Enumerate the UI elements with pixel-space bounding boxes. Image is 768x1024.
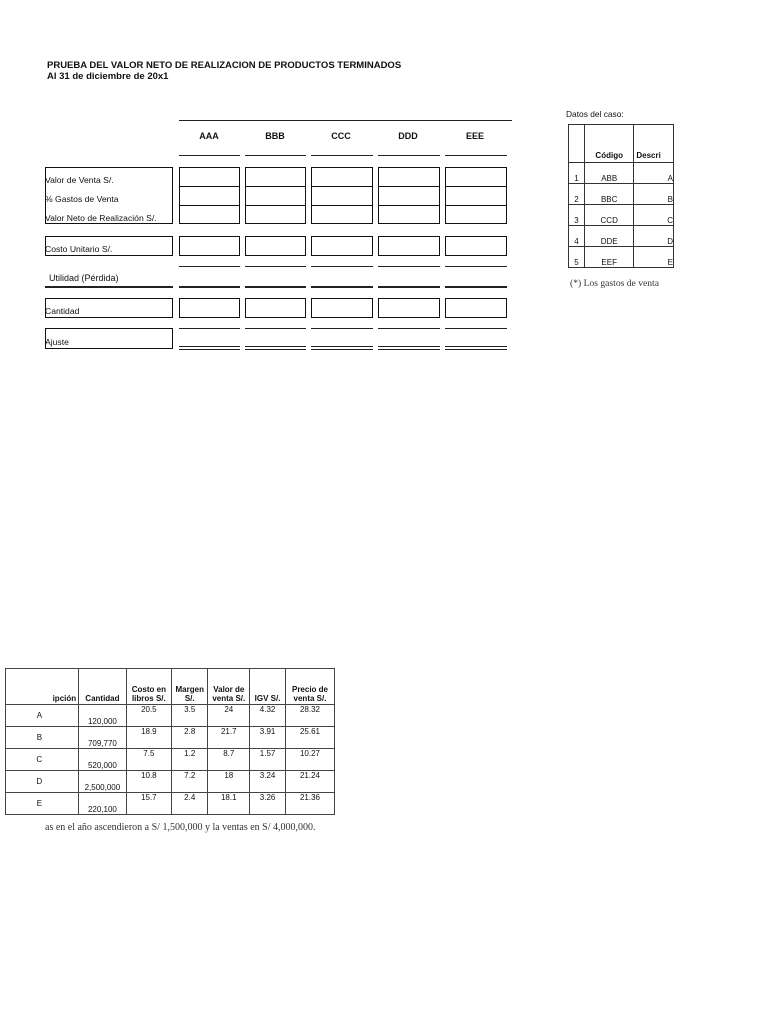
row-descripcion: A — [634, 163, 674, 184]
utilidad-label-rule — [45, 286, 173, 288]
cell-gastos-bbb — [245, 186, 306, 206]
column-underline — [311, 155, 373, 156]
column-underline — [445, 155, 507, 156]
cell-costo-aaa — [179, 236, 240, 256]
row-number: 4 — [569, 226, 585, 247]
cell-valor-neto-bbb — [245, 205, 306, 224]
cell-cantidad-ccc — [311, 298, 373, 318]
header-top-rule — [179, 120, 512, 121]
header-margen: Margen S/. — [172, 669, 208, 705]
row-descripcion: E — [634, 247, 674, 268]
case-data-title: Datos del caso: — [566, 109, 624, 119]
cell-costo: 15.7 — [126, 793, 171, 815]
row-codigo: ABB — [585, 163, 634, 184]
table-row — [569, 163, 674, 184]
header-descripcion: Descri — [634, 125, 674, 163]
row-descripcion: D — [634, 226, 674, 247]
cell-desc: E — [6, 793, 79, 815]
utilidad-top-rule — [311, 266, 373, 267]
cell-precio: 25.61 — [285, 727, 334, 749]
row-label-valor-neto: Valor Neto de Realización S/. — [45, 213, 157, 223]
cell-valor-neto-aaa — [179, 205, 240, 224]
cell-valor: 24 — [208, 705, 250, 727]
ajuste-top-rule — [445, 328, 507, 329]
cell-valor: 8.7 — [208, 749, 250, 771]
column-header-aaa: AAA — [199, 131, 219, 141]
cell-precio: 10.27 — [285, 749, 334, 771]
cell-costo-eee — [445, 236, 507, 256]
cell-cantidad-eee — [445, 298, 507, 318]
case-data-note: (*) Los gastos de venta — [570, 278, 659, 289]
cell-valor-venta-aaa — [179, 167, 240, 187]
page-subtitle: Al 31 de diciembre de 20x1 — [47, 71, 169, 82]
ajuste-top-rule — [179, 328, 240, 329]
row-codigo: DDE — [585, 226, 634, 247]
cell-valor-venta-bbb — [245, 167, 306, 187]
row-label-cantidad: Cantidad — [45, 306, 80, 316]
case-data-continued-note: as en el año ascendieron a S/ 1,500,000 y la ventas en S/ 4,000,000. — [45, 822, 316, 833]
table-header-row — [569, 125, 674, 163]
header-costo-libros: Costo en libros S/. — [126, 669, 171, 705]
row-number: 3 — [569, 205, 585, 226]
column-header-ddd: DDD — [398, 131, 418, 141]
cell-igv: 3.24 — [250, 771, 286, 793]
ajuste-double-rule — [245, 346, 306, 350]
cell-costo: 10.8 — [126, 771, 171, 793]
cell-igv: 1.57 — [250, 749, 286, 771]
row-label-utilidad: Utilidad (Pérdida) — [49, 273, 119, 283]
table-header-row — [6, 669, 335, 705]
cell-costo-ddd — [378, 236, 440, 256]
cell-igv: 3.26 — [250, 793, 286, 815]
ajuste-double-rule — [179, 346, 240, 350]
table-row — [6, 727, 335, 749]
cell-cantidad-bbb — [245, 298, 306, 318]
column-underline — [245, 155, 306, 156]
case-data-continued-clip — [36, 660, 375, 820]
case-data-continued-table — [5, 668, 335, 815]
cell-desc: C — [6, 749, 79, 771]
cell-costo-bbb — [245, 236, 306, 256]
row-descripcion: B — [634, 184, 674, 205]
column-header-eee: EEE — [465, 131, 484, 141]
cell-gastos-ccc — [311, 186, 373, 206]
table-row — [6, 771, 335, 793]
cell-cantidad-aaa — [179, 298, 240, 318]
cell-cantidad: 520,000 — [79, 749, 127, 771]
cell-desc: D — [6, 771, 79, 793]
row-codigo: BBC — [585, 184, 634, 205]
cell-igv: 4.32 — [250, 705, 286, 727]
utilidad-top-rule — [445, 266, 507, 267]
row-label-gastos-venta: % Gastos de Venta — [45, 194, 119, 204]
table-row — [569, 184, 674, 205]
case-data-table-clip — [560, 100, 674, 300]
cell-cantidad: 120,000 — [79, 705, 127, 727]
column-header-ccc: CCC — [331, 131, 351, 141]
cell-valor: 18 — [208, 771, 250, 793]
cell-cantidad: 2,500,000 — [79, 771, 127, 793]
row-label-valor-venta: Valor de Venta S/. — [45, 175, 114, 185]
cell-cantidad: 709,770 — [79, 727, 127, 749]
utilidad-bottom-rule — [245, 286, 306, 288]
header-igv: IGV S/. — [250, 669, 286, 705]
cell-precio: 21.24 — [285, 771, 334, 793]
cell-gastos-aaa — [179, 186, 240, 206]
cell-precio: 21.36 — [285, 793, 334, 815]
column-header-bbb: BBB — [265, 131, 285, 141]
cell-cantidad-ddd — [378, 298, 440, 318]
cell-valor-neto-ccc — [311, 205, 373, 224]
cell-valor-venta-ccc — [311, 167, 373, 187]
cell-valor: 21.7 — [208, 727, 250, 749]
cell-valor-venta-eee — [445, 167, 507, 187]
utilidad-top-rule — [179, 266, 240, 267]
ajuste-top-rule — [378, 328, 440, 329]
page-title: PRUEBA DEL VALOR NETO DE REALIZACION DE PRODUCTOS TERMINADOS — [47, 60, 402, 71]
column-underline — [179, 155, 240, 156]
cell-desc: B — [6, 727, 79, 749]
table-row — [6, 793, 335, 815]
cell-margen: 3.5 — [172, 705, 208, 727]
header-valor-venta: Valor de venta S/. — [208, 669, 250, 705]
table-row — [569, 247, 674, 268]
ajuste-top-rule — [311, 328, 373, 329]
table-row — [569, 226, 674, 247]
table-row — [6, 749, 335, 771]
row-label-costo-unitario: Costo Unitario S/. — [45, 244, 113, 254]
cell-gastos-ddd — [378, 186, 440, 206]
cell-igv: 3.91 — [250, 727, 286, 749]
table-row — [6, 705, 335, 727]
cell-cantidad: 220,100 — [79, 793, 127, 815]
cell-margen: 7.2 — [172, 771, 208, 793]
header-descripcion: ipción — [6, 669, 79, 705]
cell-costo: 18.9 — [126, 727, 171, 749]
cell-gastos-eee — [445, 186, 507, 206]
cell-precio: 28.32 — [285, 705, 334, 727]
ajuste-double-rule — [311, 346, 373, 350]
cell-desc: A — [6, 705, 79, 727]
column-underline — [378, 155, 440, 156]
utilidad-bottom-rule — [378, 286, 440, 288]
utilidad-bottom-rule — [311, 286, 373, 288]
utilidad-top-rule — [378, 266, 440, 267]
cell-valor: 18.1 — [208, 793, 250, 815]
cell-costo: 7.5 — [126, 749, 171, 771]
row-number: 1 — [569, 163, 585, 184]
ajuste-top-rule — [245, 328, 306, 329]
cell-margen: 2.4 — [172, 793, 208, 815]
row-label-ajuste: Ajuste — [45, 337, 69, 347]
row-descripcion: C — [634, 205, 674, 226]
ajuste-double-rule — [445, 346, 507, 350]
utilidad-bottom-rule — [179, 286, 240, 288]
row-number: 2 — [569, 184, 585, 205]
header-codigo: Código — [585, 125, 634, 163]
utilidad-bottom-rule — [445, 286, 507, 288]
cell-margen: 2.8 — [172, 727, 208, 749]
table-row — [569, 205, 674, 226]
ajuste-double-rule — [378, 346, 440, 350]
cell-valor-neto-ddd — [378, 205, 440, 224]
cell-valor-neto-eee — [445, 205, 507, 224]
header-precio-venta: Precio de venta S/. — [285, 669, 334, 705]
cell-valor-venta-ddd — [378, 167, 440, 187]
cell-costo-ccc — [311, 236, 373, 256]
row-codigo: CCD — [585, 205, 634, 226]
header-number — [569, 125, 585, 163]
row-codigo: EEF — [585, 247, 634, 268]
cell-margen: 1.2 — [172, 749, 208, 771]
header-cantidad: Cantidad — [79, 669, 127, 705]
case-data-table — [568, 124, 674, 268]
utilidad-top-rule — [245, 266, 306, 267]
cell-costo: 20.5 — [126, 705, 171, 727]
row-number: 5 — [569, 247, 585, 268]
